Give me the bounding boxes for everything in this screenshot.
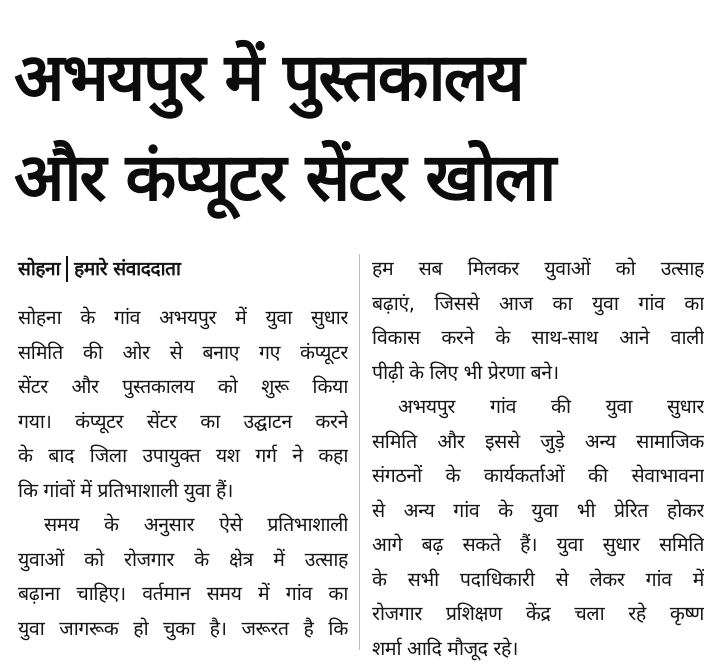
left-paragraph-1 <box>18 301 348 508</box>
text-line: पीढ़ी के लिए भी प्रेरणा बने। <box>372 356 704 391</box>
headline <box>14 28 714 228</box>
text-line: हम सब मिलकर युवाओं को उत्साह <box>372 252 704 287</box>
text-line: के बाद जिला उपायुक्त यश गर्ग ने कहा <box>18 439 348 474</box>
text-line: सोहना के गांव अभयपुर में युवा सुधार <box>18 301 348 336</box>
text-line: समय के अनुसार ऐसे प्रतिभाशाली <box>18 508 348 543</box>
text-line: समिति की ओर से बनाए गए कंप्यूटर <box>18 336 348 371</box>
right-paragraph-2 <box>372 390 704 666</box>
text-line: शर्मा आदि मौजूद रहे। <box>372 632 704 666</box>
right-column <box>372 252 704 666</box>
text-line: आगे बढ़ सकते हैं। युवा सुधार समिति <box>372 528 704 563</box>
right-paragraph-1 <box>372 252 704 390</box>
headline-line-1: अभयपुर में पुस्तकालय <box>14 28 714 128</box>
byline-reporter: हमारे संवाददाता <box>74 252 180 287</box>
text-line: समिति और इससे जुड़े अन्य सामाजिक <box>372 425 704 460</box>
text-line: गया। कंप्यूटर सेंटर का उद्घाटन करने <box>18 405 348 440</box>
byline-place: सोहना <box>18 252 60 287</box>
text-line: कि गांवों में प्रतिभाशाली युवा हैं। <box>18 474 348 509</box>
text-line: अभयपुर गांव की युवा सुधार <box>372 390 704 425</box>
headline-line-2: और कंप्यूटर सेंटर खोला <box>14 128 714 228</box>
text-line: सेंटर और पुस्तकालय को शुरू किया <box>18 370 348 405</box>
left-column <box>18 252 348 646</box>
byline <box>18 252 348 286</box>
text-line: विकास करने के साथ-साथ आने वाली <box>372 321 704 356</box>
left-paragraph-2 <box>18 508 348 646</box>
text-line: के सभी पदाधिकारी से लेकर गांव में <box>372 563 704 598</box>
text-line: युवा जागरूक हो चुका है। जरूरत है कि <box>18 612 348 647</box>
text-line: रोजगार प्रशिक्षण केंद्र चला रहे कृष्ण <box>372 597 704 632</box>
byline-separator <box>66 256 68 282</box>
text-line: बढ़ाएं, जिससे आज का युवा गांव का <box>372 287 704 322</box>
text-line: से अन्य गांव के युवा भी प्रेरित होकर <box>372 494 704 529</box>
column-divider <box>359 254 360 650</box>
text-line: संगठनों के कार्यकर्ताओं की सेवाभावना <box>372 459 704 494</box>
text-line: बढ़ाना चाहिए। वर्तमान समय में गांव का <box>18 577 348 612</box>
text-line: युवाओं को रोजगार के क्षेत्र में उत्साह <box>18 543 348 578</box>
